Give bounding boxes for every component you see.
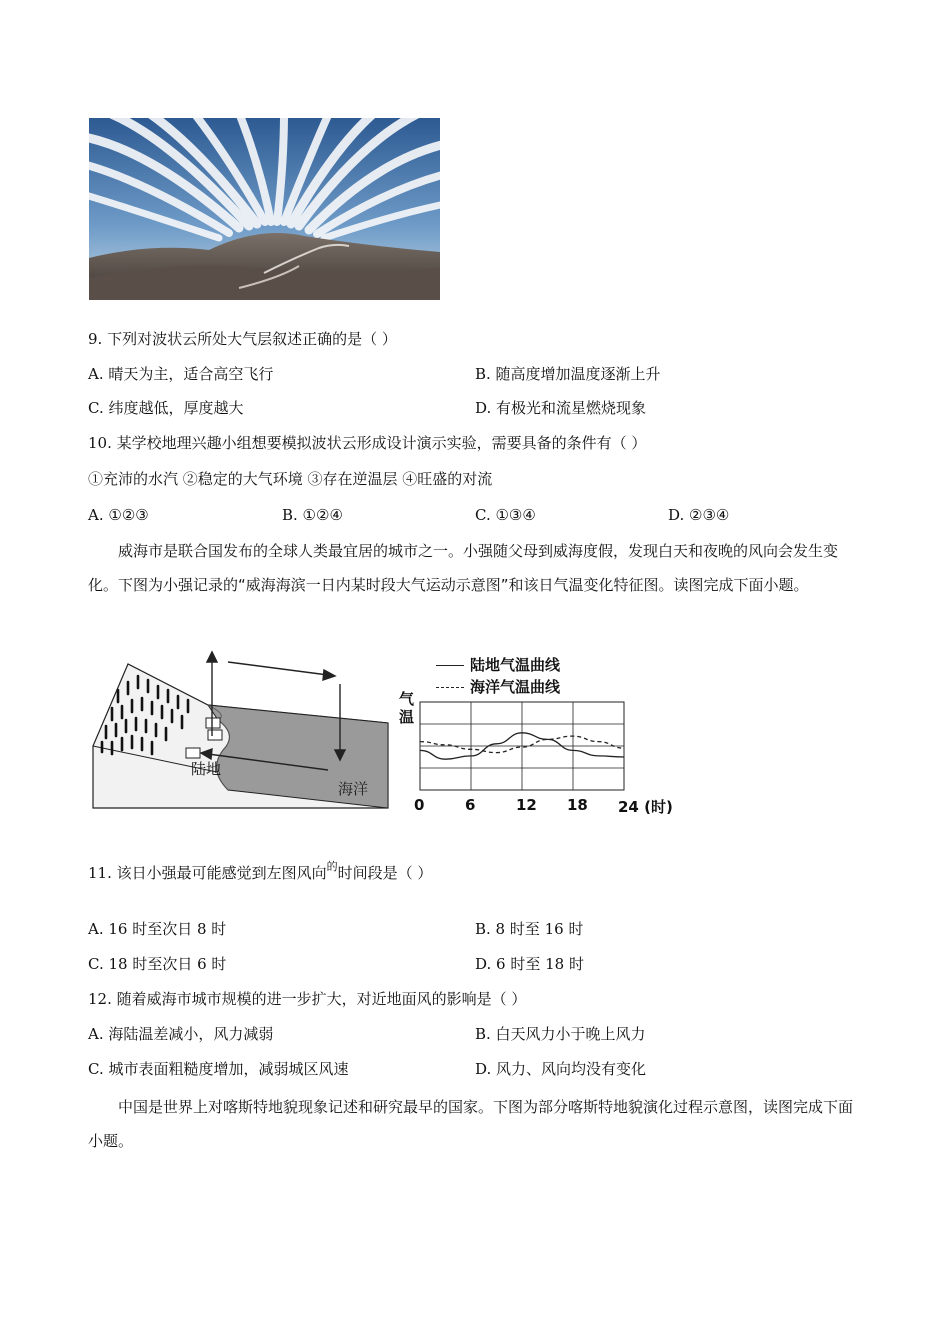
q10-option-c[interactable]: C. ①③④: [475, 506, 536, 524]
sea-land-breeze-diagram: [88, 650, 398, 812]
legend-land: [436, 654, 560, 675]
y-axis-label-2: 温: [399, 708, 415, 726]
land-label: 陆地: [191, 760, 222, 778]
legend-sea: [436, 676, 560, 697]
q11-stem-sup: 的: [326, 860, 338, 873]
q11-stem-a: 11. 该日小强最可能感觉到左图风向: [88, 864, 327, 882]
q9-option-a[interactable]: A. 晴天为主，适合高空飞行: [88, 365, 274, 383]
q11-option-b[interactable]: B. 8 时至 16 时: [475, 920, 584, 938]
q9-option-c[interactable]: C. 纬度越低，厚度越大: [88, 399, 244, 417]
y-axis-label: [399, 690, 414, 726]
intro-paragraph-karst: 中国是世界上对喀斯特地貌现象记述和研究最早的国家。下图为部分喀斯特地貌演化过程示意图，读图完成下面小题。: [88, 1098, 854, 1150]
temperature-plot: [416, 698, 628, 794]
legend-land-label: 陆地气温曲线: [470, 656, 561, 674]
x-tick-label: 6: [465, 796, 476, 814]
sea-label: 海洋: [338, 780, 369, 798]
q12-stem: 12. 随着威海市城市规模的进一步扩大，对近地面风的影响是（ ）: [88, 990, 527, 1008]
x-tick-label: 12: [516, 796, 537, 814]
q12-option-a[interactable]: A. 海陆温差减小，风力减弱: [88, 1025, 274, 1043]
q11-option-c[interactable]: C. 18 时至次日 6 时: [88, 955, 227, 973]
legend-sea-label: 海洋气温曲线: [470, 678, 561, 696]
legend-land-swatch: [436, 665, 464, 666]
q10-option-a[interactable]: A. ①②③: [88, 506, 149, 524]
q12-option-d[interactable]: D. 风力、风向均没有变化: [475, 1060, 647, 1078]
q9-option-b[interactable]: B. 随高度增加温度逐渐上升: [475, 365, 661, 383]
q10-option-b[interactable]: B. ①②④: [282, 506, 343, 524]
q12-option-b[interactable]: B. 白天风力小于晚上风力: [475, 1025, 646, 1043]
q10-conditions: ①充沛的水汽 ②稳定的大气环境 ③存在逆温层 ④旺盛的对流: [88, 470, 493, 488]
q11-option-a[interactable]: A. 16 时至次日 8 时: [88, 920, 227, 938]
q12-option-c[interactable]: C. 城市表面粗糙度增加，减弱城区风速: [88, 1060, 349, 1078]
y-axis-label-1: 气: [399, 690, 415, 708]
x-tick-label: 18: [567, 796, 588, 814]
legend-sea-swatch: [436, 687, 464, 688]
temperature-chart: [396, 650, 686, 820]
wave-cloud-image: [89, 118, 440, 300]
q11-stem-b: 时间段是（ ）: [337, 864, 433, 882]
q9-stem: 9. 下列对波状云所处大气层叙述正确的是（ ）: [88, 330, 397, 348]
q10-option-d[interactable]: D. ②③④: [668, 506, 730, 524]
q11-stem: [88, 860, 433, 885]
wave-cloud-photo: [89, 118, 440, 300]
x-tick-label: 24 (时): [618, 798, 673, 816]
q11-option-d[interactable]: D. 6 时至 18 时: [475, 955, 584, 973]
x-axis-ticks: [396, 796, 686, 816]
x-tick-label: 0: [414, 796, 425, 814]
q9-option-d[interactable]: D. 有极光和流星燃烧现象: [475, 399, 647, 417]
q10-stem: 10. 某学校地理兴趣小组想要模拟波状云形成设计演示实验，需要具备的条件有（ ）: [88, 434, 647, 452]
intro-paragraph-weihai: 威海市是联合国发布的全球人类最宜居的城市之一。小强随父母到威海度假，发现白天和夜晚的风向会发生变化。下图为小强记录的“威海海滨一日内某时段大气运动示意图”和该日气温变化特征图。读图完成下面小题。: [88, 542, 839, 594]
